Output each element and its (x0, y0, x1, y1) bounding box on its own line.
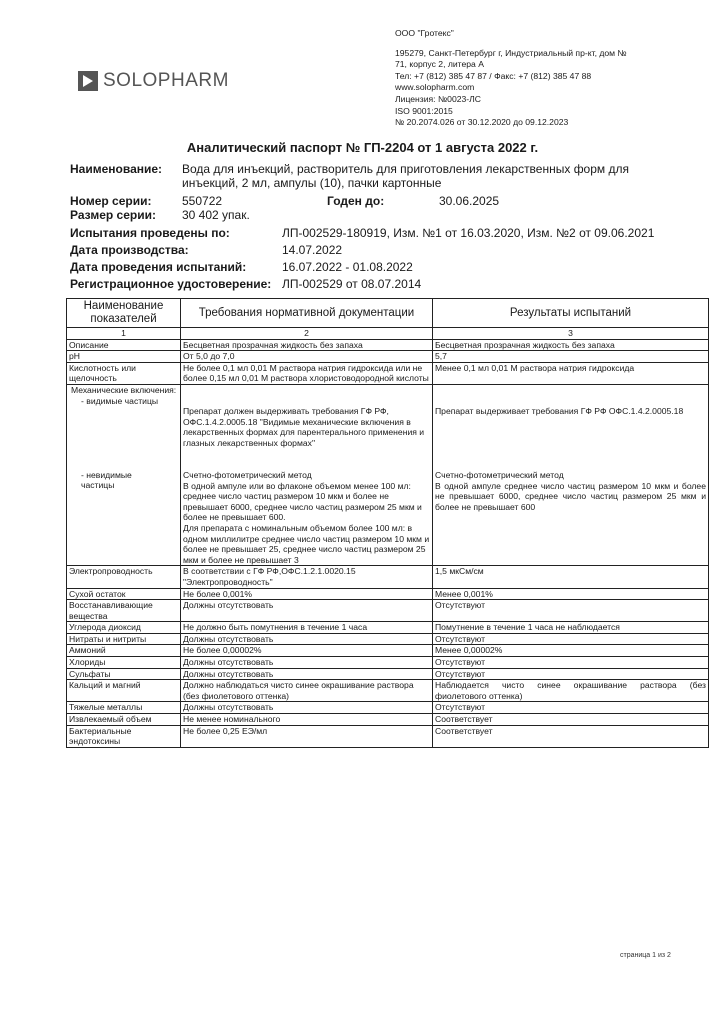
page-number: страница 1 из 2 (620, 952, 671, 959)
table-row (67, 600, 709, 622)
column-number: 2 (181, 328, 433, 340)
table-row-mechanical (67, 384, 709, 565)
requirement-cell: Не более 0,1 мл 0,01 М раствора натрия гидроксида или не более 0,15 мл 0,01 М раствора хлористоводородной кислоты (181, 362, 433, 384)
mechanical-label-cell (67, 384, 181, 565)
company-line: Тел: +7 (812) 385 47 87 / Факс: +7 (812) 385 47 88 (395, 70, 592, 81)
parameter-cell: Электропроводность (67, 566, 181, 588)
series-label: Номер серии: (70, 194, 152, 208)
table-row (67, 714, 709, 726)
result-cell: Отсутствуют (433, 702, 709, 714)
invisible-req-method: Счетно-фотометрический метод (183, 469, 312, 480)
result-cell: Менее 0,1 мл 0,01 М раствора натрия гидроксида (433, 362, 709, 384)
company-line: www.solopharm.com (395, 82, 475, 93)
requirement-cell: Не более 0,25 ЕЭ/мл (181, 725, 433, 747)
table-row (67, 362, 709, 384)
table-row (67, 680, 709, 702)
result-cell: Бесцветная прозрачная жидкость без запаха (433, 339, 709, 351)
table-row (67, 657, 709, 669)
visible-particles-requirement: Препарат должен выдерживать требования ГФ РФ, ОФС.1.4.2.0005.18 "Видимые механические включения в лекарственных формах для парентерального применения и глазных лекарственных формах" (183, 405, 425, 448)
company-line: 71, корпус 2, литера А (395, 59, 484, 70)
parameter-cell: pH (67, 351, 181, 363)
parameter-cell: Кальций и магний (67, 680, 181, 702)
result-cell: Отсутствуют (433, 633, 709, 645)
requirement-cell: Не должно быть помутнения в течение 1 часа (181, 622, 433, 634)
parameter-cell: Нитраты и нитриты (67, 633, 181, 645)
column-number: 3 (433, 328, 709, 340)
parameter-cell: Хлориды (67, 657, 181, 669)
parameter-cell: Бактериальные эндотоксины (67, 725, 181, 747)
result-cell: 5,7 (433, 351, 709, 363)
result-cell: Наблюдается чисто синее окрашивание раствора (без фиолетового оттенка) (433, 680, 709, 702)
parameter-cell: Кислотность или щелочность (67, 362, 181, 384)
table-body (67, 328, 709, 748)
company-name: ООО "Гротекс" (395, 28, 454, 38)
requirement-cell: Должны отсутствовать (181, 702, 433, 714)
parameter-cell: Сульфаты (67, 668, 181, 680)
result-cell: Отсутствуют (433, 657, 709, 669)
series-value: 550722 (182, 194, 223, 208)
visible-particles-label: - видимые частицы (81, 395, 159, 406)
expiry-label: Годен до: (327, 194, 385, 208)
expiry-value: 30.06.2025 (439, 194, 500, 208)
invisible-res-value: В одной ампуле среднее число частиц размером 10 мкм и более не превышает 6000, среднее число частиц размером 25 мкм и более не превышает 600 (435, 480, 706, 512)
requirement-cell: Должны отсутствовать (181, 633, 433, 645)
result-cell: Соответствует (433, 714, 709, 726)
requirement-cell: Должны отсутствовать (181, 657, 433, 669)
table-row (67, 633, 709, 645)
company-line: Лицензия: №0023-ЛС (395, 93, 482, 104)
requirement-cell: Должны отсутствовать (181, 600, 433, 622)
table-header-row (67, 299, 709, 328)
test-dates-label: Дата проведения испытаний: (70, 260, 247, 274)
parameter-cell: Восстанавливающие вещества (67, 600, 181, 622)
table-row (67, 351, 709, 363)
name-value: Вода для инъекций, растворитель для приготовления лекарственных форм для инъекций, 2 мл, ампулы (10), пачки картонные (182, 162, 629, 190)
tests-label: Испытания проведены по: (70, 226, 230, 240)
logo-mark-icon (78, 71, 98, 91)
size-value: 30 402 упак. (182, 208, 250, 222)
requirement-cell: Должны отсутствовать (181, 668, 433, 680)
result-cell: Соответствует (433, 725, 709, 747)
company-line: ISO 9001:2015 (395, 105, 453, 116)
column-number: 1 (67, 328, 181, 340)
company-line: 195279, Санкт-Петербург г, Индустриальный пр-кт, дом № (395, 47, 627, 58)
result-cell: Менее 0,001% (433, 588, 709, 600)
requirement-cell: Должно наблюдаться чисто синее окрашивание раствора (без фиолетового оттенка) (181, 680, 433, 702)
table-row (67, 725, 709, 747)
solopharm-logo (78, 70, 229, 92)
requirement-cell: Не более 0,001% (181, 588, 433, 600)
table-row (67, 668, 709, 680)
passport-info (70, 162, 670, 291)
header-parameter: Наименование показателей (67, 299, 181, 328)
invisible-req-large: Для препарата с номинальным объемом более 100 мл: в одном миллилитре среднее число частиц размером 10 мкм и более не превышает 25, среднее число частиц размером 25 мкм и более не превышает 3 (183, 522, 430, 565)
visible-particles-result: Препарат выдерживает требования ГФ РФ ОФС.1.4.2.0005.18 (435, 405, 684, 416)
header-requirements: Требования нормативной документации (181, 299, 433, 328)
result-cell: Отсутствуют (433, 600, 709, 622)
registration-value: ЛП-002529 от 08.07.2014 (282, 277, 422, 291)
parameter-cell: Тяжелые металлы (67, 702, 181, 714)
result-cell: Помутнение в течение 1 часа не наблюдается (433, 622, 709, 634)
invisible-res-method: Счетно-фотометрический метод (435, 469, 564, 480)
result-cell: Отсутствуют (433, 668, 709, 680)
requirement-cell: В соответствии с ГФ РФ,ОФС.1.2.1.0020.15 "Электропроводность" (181, 566, 433, 588)
column-numbers-row (67, 328, 709, 340)
logo-text: SOLOPHARM (103, 70, 229, 91)
document-title: Аналитический паспорт № ГП-2204 от 1 августа 2022 г. (186, 140, 539, 155)
name-label: Наименование: (70, 162, 163, 176)
table-row (67, 339, 709, 351)
requirement-cell: Не более 0,00002% (181, 645, 433, 657)
parameter-cell: Аммоний (67, 645, 181, 657)
production-date-label: Дата производства: (70, 243, 189, 257)
invisible-req-small: В одной ампуле или во флаконе объемом менее 100 мл: среднее число частиц размером 10 мкм и более не превышает 6000, среднее число частиц размером 25 мкм и более не превышает 600. (183, 480, 422, 523)
test-results-table (66, 298, 709, 748)
table-row (67, 645, 709, 657)
requirement-cell: От 5,0 до 7,0 (181, 351, 433, 363)
requirement-cell: Бесцветная прозрачная жидкость без запаха (181, 339, 433, 351)
table-row (67, 588, 709, 600)
company-line: № 20.2074.026 от 30.12.2020 до 09.12.2023 (395, 117, 569, 128)
mechanical-results-cell (433, 384, 709, 565)
table-row (67, 702, 709, 714)
header-results: Результаты испытаний (433, 299, 709, 328)
table-row (67, 622, 709, 634)
test-dates-value: 16.07.2022 - 01.08.2022 (282, 260, 413, 274)
requirement-cell: Не менее номинального (181, 714, 433, 726)
registration-label: Регистрационное удостоверение: (70, 277, 272, 291)
result-cell: Менее 0,00002% (433, 645, 709, 657)
parameter-cell: Углерода диоксид (67, 622, 181, 634)
parameter-cell: Извлекаемый объем (67, 714, 181, 726)
table-row (67, 566, 709, 588)
parameter-cell: Описание (67, 339, 181, 351)
parameter-cell: Сухой остаток (67, 588, 181, 600)
production-date-value: 14.07.2022 (282, 243, 343, 257)
size-label: Размер серии: (70, 208, 156, 222)
company-details (395, 28, 695, 129)
mechanical-requirements-cell (181, 384, 433, 565)
result-cell: 1,5 мкСм/см (433, 566, 709, 588)
mechanical-title: Механические включения: (71, 384, 177, 395)
tests-value: ЛП-002529-180919, Изм. №1 от 16.03.2020, Изм. №2 от 09.06.2021 (282, 226, 655, 240)
invisible-particles-label: - невидимые частицы (81, 469, 132, 491)
